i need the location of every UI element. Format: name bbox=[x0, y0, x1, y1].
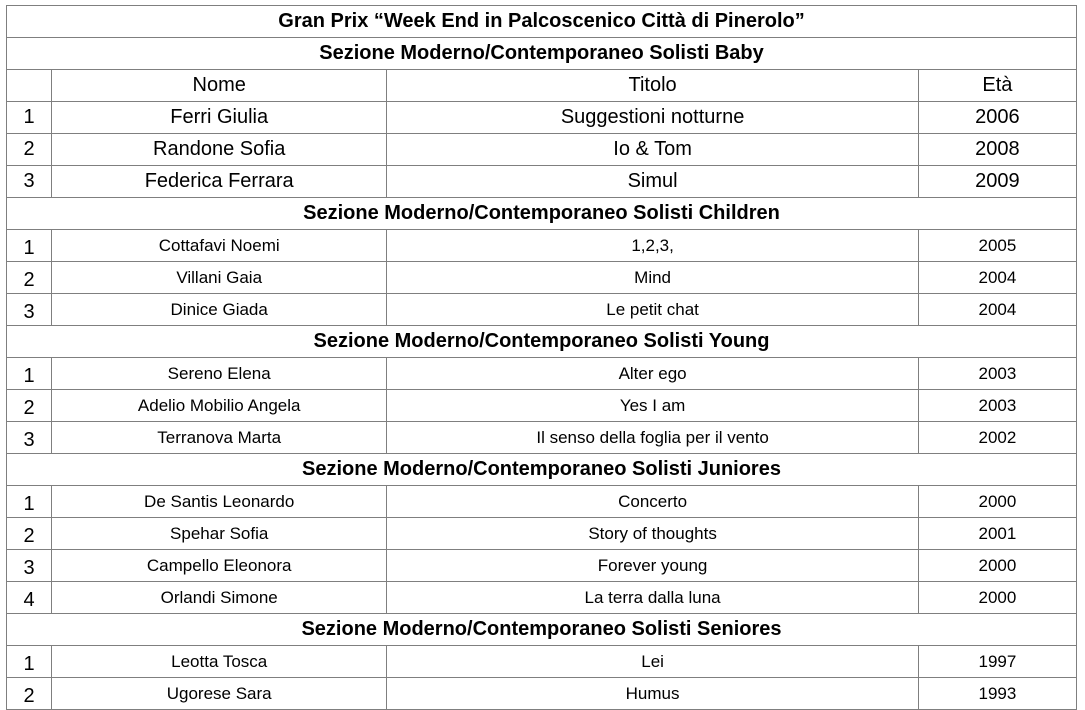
rank-cell: 4 bbox=[7, 582, 52, 614]
title-cell: Simul bbox=[387, 166, 918, 198]
title-cell: Alter ego bbox=[387, 358, 918, 390]
title-cell: Suggestioni notturne bbox=[387, 102, 918, 134]
year-cell: 2004 bbox=[918, 262, 1076, 294]
section-title: Sezione Moderno/Contemporaneo Solisti Seniores bbox=[7, 614, 1077, 646]
title-cell: Io & Tom bbox=[387, 134, 918, 166]
table-row bbox=[7, 230, 1077, 262]
section-title: Sezione Moderno/Contemporaneo Solisti Baby bbox=[7, 38, 1077, 70]
rank-cell: 1 bbox=[7, 230, 52, 262]
column-header-name: Nome bbox=[52, 70, 387, 102]
rank-cell: 3 bbox=[7, 166, 52, 198]
name-cell: Leotta Tosca bbox=[52, 646, 387, 678]
column-header-number bbox=[7, 70, 52, 102]
name-cell: Villani Gaia bbox=[52, 262, 387, 294]
year-cell: 2002 bbox=[918, 422, 1076, 454]
table-row bbox=[7, 422, 1077, 454]
table-row bbox=[7, 294, 1077, 326]
rank-cell: 1 bbox=[7, 646, 52, 678]
year-cell: 1993 bbox=[918, 678, 1076, 710]
rank-cell: 2 bbox=[7, 678, 52, 710]
rank-cell: 3 bbox=[7, 422, 52, 454]
title-cell: Humus bbox=[387, 678, 918, 710]
table-row bbox=[7, 550, 1077, 582]
rank-cell: 1 bbox=[7, 102, 52, 134]
year-cell: 2003 bbox=[918, 358, 1076, 390]
section-header-row bbox=[7, 326, 1077, 358]
title-cell: Lei bbox=[387, 646, 918, 678]
section-title: Sezione Moderno/Contemporaneo Solisti Young bbox=[7, 326, 1077, 358]
rank-cell: 2 bbox=[7, 262, 52, 294]
name-cell: Ferri Giulia bbox=[52, 102, 387, 134]
table-row bbox=[7, 102, 1077, 134]
column-header-row bbox=[7, 70, 1077, 102]
name-cell: Campello Eleonora bbox=[52, 550, 387, 582]
table-row bbox=[7, 166, 1077, 198]
year-cell: 2003 bbox=[918, 390, 1076, 422]
name-cell: De Santis Leonardo bbox=[52, 486, 387, 518]
rank-cell: 2 bbox=[7, 134, 52, 166]
year-cell: 2006 bbox=[918, 102, 1076, 134]
name-cell: Dinice Giada bbox=[52, 294, 387, 326]
title-cell: Concerto bbox=[387, 486, 918, 518]
rank-cell: 3 bbox=[7, 294, 52, 326]
title-cell: Forever young bbox=[387, 550, 918, 582]
document-title: Gran Prix “Week End in Palcoscenico Città di Pinerolo” bbox=[7, 6, 1077, 38]
title-cell: Mind bbox=[387, 262, 918, 294]
title-cell: La terra dalla luna bbox=[387, 582, 918, 614]
name-cell: Federica Ferrara bbox=[52, 166, 387, 198]
table-row bbox=[7, 486, 1077, 518]
year-cell: 1997 bbox=[918, 646, 1076, 678]
title-row bbox=[7, 6, 1077, 38]
table-row bbox=[7, 646, 1077, 678]
title-cell: Yes I am bbox=[387, 390, 918, 422]
table-row bbox=[7, 134, 1077, 166]
table-row bbox=[7, 262, 1077, 294]
name-cell: Adelio Mobilio Angela bbox=[52, 390, 387, 422]
rank-cell: 2 bbox=[7, 518, 52, 550]
rank-cell: 2 bbox=[7, 390, 52, 422]
results-table bbox=[6, 5, 1077, 710]
section-title: Sezione Moderno/Contemporaneo Solisti Juniores bbox=[7, 454, 1077, 486]
name-cell: Ugorese Sara bbox=[52, 678, 387, 710]
year-cell: 2000 bbox=[918, 550, 1076, 582]
section-header-row bbox=[7, 454, 1077, 486]
title-cell: Story of thoughts bbox=[387, 518, 918, 550]
section-header-row bbox=[7, 198, 1077, 230]
name-cell: Terranova Marta bbox=[52, 422, 387, 454]
name-cell: Randone Sofia bbox=[52, 134, 387, 166]
name-cell: Orlandi Simone bbox=[52, 582, 387, 614]
year-cell: 2001 bbox=[918, 518, 1076, 550]
year-cell: 2004 bbox=[918, 294, 1076, 326]
title-cell: Le petit chat bbox=[387, 294, 918, 326]
year-cell: 2008 bbox=[918, 134, 1076, 166]
table-row bbox=[7, 358, 1077, 390]
year-cell: 2000 bbox=[918, 582, 1076, 614]
section-header-row bbox=[7, 38, 1077, 70]
year-cell: 2005 bbox=[918, 230, 1076, 262]
column-header-year: Età bbox=[918, 70, 1076, 102]
rank-cell: 1 bbox=[7, 486, 52, 518]
table-row bbox=[7, 678, 1077, 710]
title-cell: Il senso della foglia per il vento bbox=[387, 422, 918, 454]
section-title: Sezione Moderno/Contemporaneo Solisti Children bbox=[7, 198, 1077, 230]
section-header-row bbox=[7, 614, 1077, 646]
name-cell: Sereno Elena bbox=[52, 358, 387, 390]
column-header-title: Titolo bbox=[387, 70, 918, 102]
table-row bbox=[7, 582, 1077, 614]
year-cell: 2000 bbox=[918, 486, 1076, 518]
rank-cell: 1 bbox=[7, 358, 52, 390]
year-cell: 2009 bbox=[918, 166, 1076, 198]
table-row bbox=[7, 518, 1077, 550]
rank-cell: 3 bbox=[7, 550, 52, 582]
name-cell: Spehar Sofia bbox=[52, 518, 387, 550]
table-row bbox=[7, 390, 1077, 422]
title-cell: 1,2,3, bbox=[387, 230, 918, 262]
name-cell: Cottafavi Noemi bbox=[52, 230, 387, 262]
